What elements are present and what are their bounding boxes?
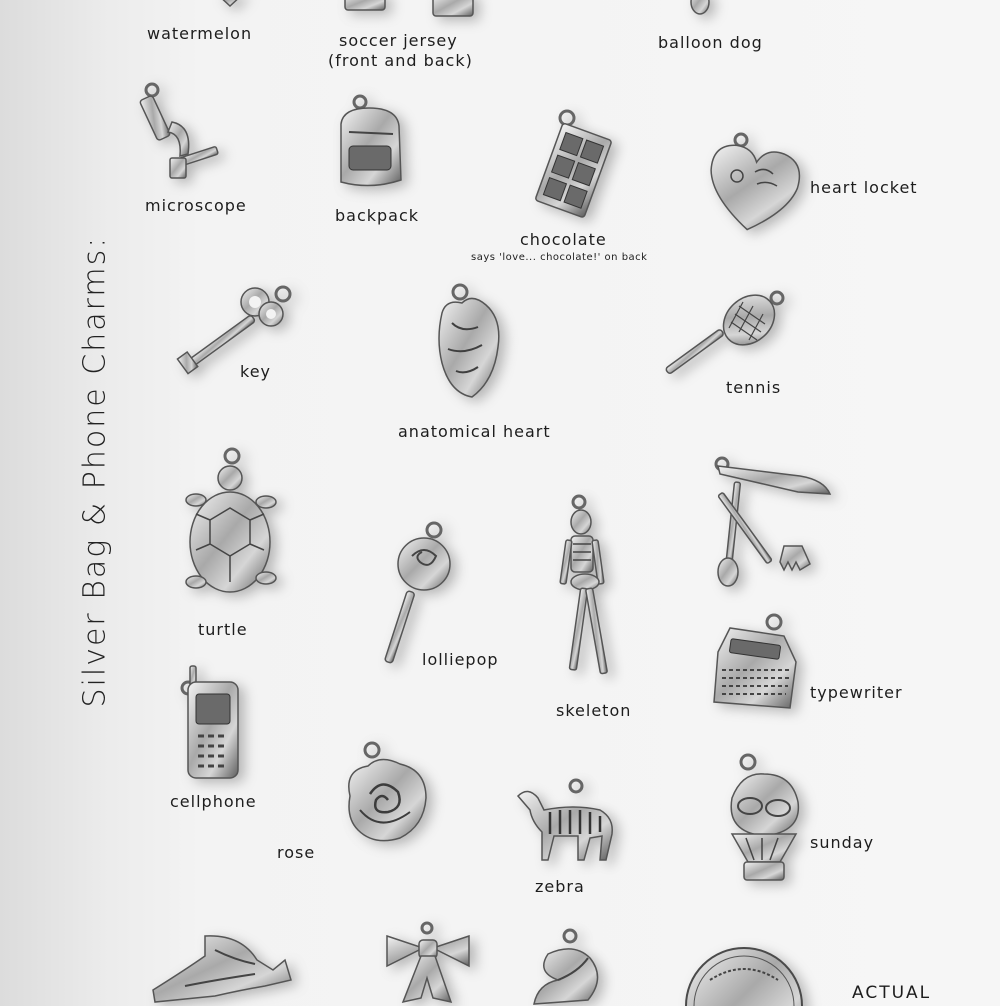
label-soccer-jersey: soccer jersey [339,31,458,50]
label-typewriter: typewriter [810,683,903,702]
label-backpack: backpack [335,206,420,225]
backpack-charm [335,94,407,190]
label-turtle: turtle [198,620,248,639]
bow-charm-left [145,930,295,1006]
watermelon-charm [215,0,245,8]
label-cellphone: cellphone [170,792,257,811]
tennis-racket-charm [665,288,789,380]
label-rose: rose [277,843,316,862]
label-balloon-dog: balloon dog [658,33,763,52]
label-watermelon: watermelon [147,24,253,43]
label-microscope: microscope [145,196,247,215]
label-sunday: sunday [810,833,875,852]
typewriter-charm [710,612,802,712]
cutlery-charm [712,456,836,590]
label-actual: ACTUAL [852,983,932,1003]
turtle-charm [182,446,278,608]
rose-charm [340,740,432,850]
fortune-cookie-charm [528,928,608,1004]
label-zebra: zebra [535,877,585,896]
label-lolliepop: lolliepop [422,650,499,669]
label-skeleton: skeleton [556,701,632,720]
microscope-charm [140,82,222,182]
soccer-jersey-charm [345,0,475,20]
page-title: Silver Bag & Phone Charms: [77,235,113,708]
bow-charm-center [383,922,473,1002]
label-soccer-jersey-sub: (front and back) [328,51,473,70]
lollipop-charm [388,520,454,666]
balloon-dog-charm [688,0,712,20]
label-chocolate: chocolate [520,230,607,249]
sundae-charm [722,752,804,884]
label-tennis: tennis [726,378,782,397]
heart-locket-charm [705,132,801,236]
label-heart-locket: heart locket [810,178,918,197]
cellphone-charm [176,664,248,780]
key-charm [175,280,295,384]
skeleton-charm [565,494,625,682]
label-anatomical-heart: anatomical heart [398,422,551,441]
quarter-coin [686,944,804,1004]
zebra-charm [514,776,618,864]
label-chocolate-note: says 'love... chocolate!' on back [471,252,648,263]
label-key: key [240,362,272,381]
anatomical-heart-charm [432,283,504,401]
chocolate-charm [535,108,613,226]
